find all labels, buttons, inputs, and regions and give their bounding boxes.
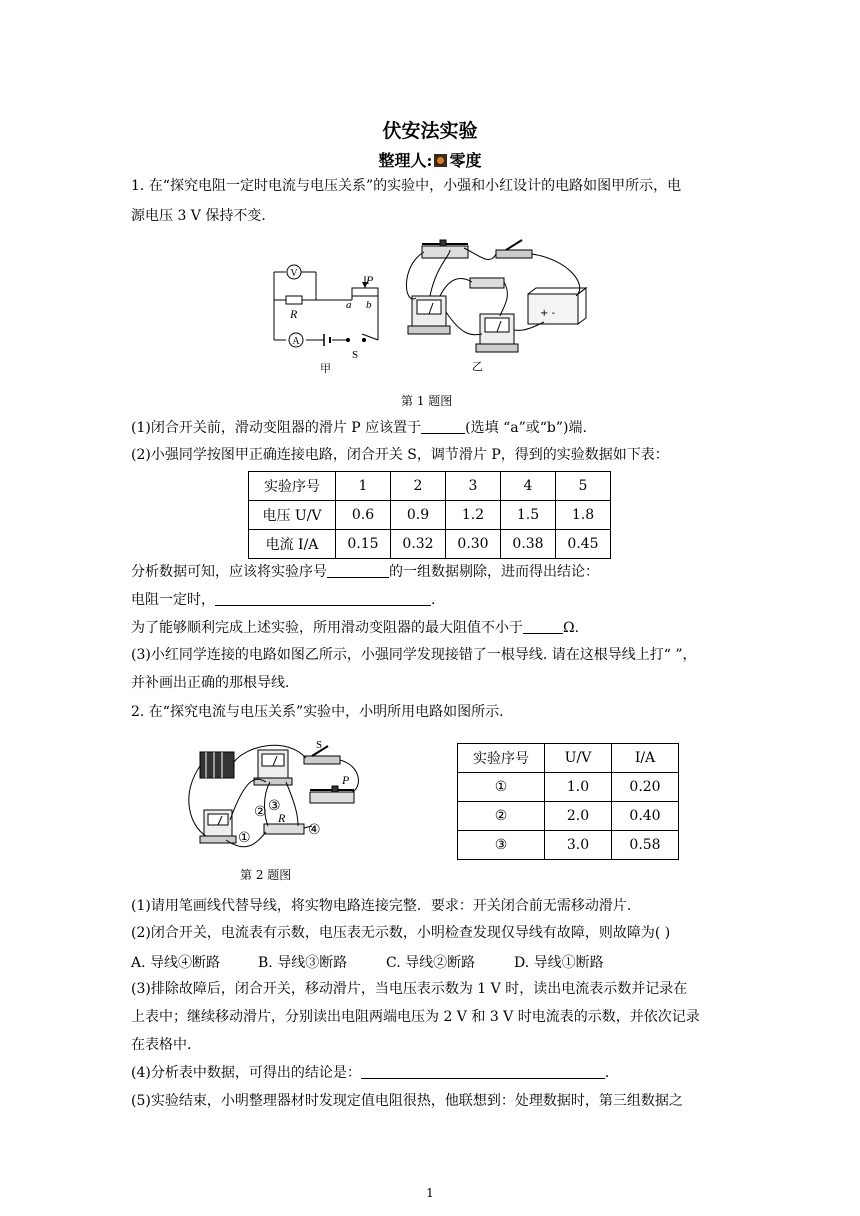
- q1-physical-circuit-yi: [400, 236, 590, 376]
- table-row: 实验序号 U/V I/A: [458, 744, 679, 773]
- label-a: a: [346, 299, 352, 311]
- label-wire-2: ②: [254, 804, 267, 820]
- rheostat-symbol: [352, 288, 378, 296]
- q1-part2: (2)小强同学按图甲正确连接电路，闭合开关 S，调节滑片 P，得到的实验数据如下表：: [131, 447, 669, 463]
- q1-part3-line1: (3)小红同学连接的电路如图乙所示，小强同学发现接错了一根导线. 请在这根导线上打“ ”，: [131, 647, 697, 663]
- table-row: ③ 3.0 0.58: [458, 831, 679, 860]
- q1-part2-conclusion: 电阻一定时， .: [131, 592, 436, 608]
- q1-part2-analysis: 分析数据可知，应该将实验序号 的一组数据剔除，进而得出结论：: [131, 564, 599, 580]
- label-jia: 甲: [320, 362, 331, 374]
- resistor-symbol: [286, 296, 302, 304]
- q1-part1: (1)闭合开关前，滑动变阻器的滑片 P 应该置于 (选填 “a”或“b”)端.: [131, 420, 587, 436]
- q2-data-table: [457, 743, 679, 860]
- q2-part3-line3: 在表格中.: [131, 1037, 192, 1053]
- q1-stem-line1: 1. 在“探究电阻一定时电流与电压关系”的实验中，小强和小红设计的电路如图甲所示，电: [131, 178, 682, 194]
- label-V: V: [290, 268, 298, 279]
- author-line: [0, 148, 860, 171]
- page-number: 1: [426, 1186, 434, 1200]
- q2-part1: (1)请用笔画线代替导线，将实物电路连接完整．要求：开关闭合前无需移动滑片.: [131, 898, 632, 914]
- q2-answer-blank[interactable]: [361, 1064, 605, 1079]
- q1-answer-blank-2[interactable]: [327, 563, 389, 578]
- label-yi: 乙: [472, 360, 483, 373]
- q2-physical-circuit: [186, 736, 366, 858]
- label-R: R: [290, 307, 298, 321]
- q2-part3-line2: 上表中；继续移动滑片，分别读出电阻两端电压为 2 V 和 3 V 时电流表的示数，并依次记录: [131, 1009, 700, 1025]
- table-row: ② 2.0 0.40: [458, 802, 679, 831]
- label-wire-4: ④: [308, 822, 321, 838]
- q1-data-table: [248, 471, 611, 559]
- label-wire-3: ③: [268, 798, 281, 814]
- label-b: b: [366, 299, 372, 311]
- label-R: R: [278, 811, 286, 825]
- battery-pack: [200, 752, 234, 778]
- label-S: S: [352, 349, 359, 361]
- author-label: 整理人:: [378, 151, 433, 170]
- q1-circuit-diagram-jia: [260, 262, 390, 374]
- q2-option-c[interactable]: C. 导线②断路: [386, 955, 476, 971]
- switch-device: [496, 250, 532, 258]
- battery-terminals-label: + -: [540, 308, 556, 319]
- label-P: P: [342, 773, 350, 787]
- q2-part5: (5)实验结束，小明整理器材时发现定值电阻很热，他联想到：处理数据时，第三组数据之: [131, 1093, 683, 1109]
- q1-answer-blank-4[interactable]: [523, 619, 563, 634]
- table-row: ① 1.0 0.20: [458, 773, 679, 802]
- author-name: 零度: [449, 151, 482, 170]
- page-title: 伏安法实验: [382, 120, 478, 142]
- q1-figure-caption: 第 1 题图: [401, 394, 453, 408]
- q1-part2-resistance: 为了能够顺利完成上述实验，所用滑动变阻器的最大阻值不小于 Ω.: [131, 620, 580, 636]
- table-row: 电压 U/V 0.6 0.9 1.2 1.5 1.8: [249, 501, 611, 530]
- label-A: A: [292, 336, 300, 347]
- q2-part3-line1: (3)排除故障后，闭合开关，移动滑片，当电压表示数为 1 V 时，读出电流表示数并记录在: [131, 981, 688, 997]
- table-row: 电流 I/A 0.15 0.32 0.30 0.38 0.45: [249, 530, 611, 559]
- q2-option-d[interactable]: D. 导线①断路: [514, 955, 604, 971]
- q2-part2: (2)闭合开关，电流表有示数，电压表无示数，小明检查发现仅导线有故障，则故障为( ): [131, 925, 671, 941]
- q2-stem: 2. 在“探究电流与电压关系”实验中，小明所用电路如图所示.: [131, 704, 504, 720]
- label-P: P: [366, 273, 374, 287]
- rheostat-device: [310, 792, 354, 803]
- q1-answer-blank-3[interactable]: [215, 591, 431, 606]
- switch-device: [304, 756, 340, 764]
- q1-stem-line2: 源电压 3 V 保持不变.: [131, 208, 266, 224]
- q2-part4: (4)分析表中数据，可得出的结论是： .: [131, 1065, 610, 1081]
- resistor-device: [470, 278, 504, 288]
- q1-answer-blank-1[interactable]: [421, 419, 465, 434]
- q2-option-b[interactable]: B. 导线③断路: [258, 955, 348, 971]
- q1-part3-line2: 并补画出正确的那根导线.: [131, 675, 290, 691]
- label-wire-1: ①: [238, 830, 251, 846]
- table-row: 实验序号 1 2 3 4 5: [249, 472, 611, 501]
- q2-option-a[interactable]: A. 导线④断路: [131, 955, 221, 971]
- q2-figure-caption: 第 2 题图: [240, 868, 292, 882]
- label-S: S: [316, 739, 323, 751]
- avatar-icon: [434, 154, 447, 167]
- rheostat-device: [422, 246, 468, 258]
